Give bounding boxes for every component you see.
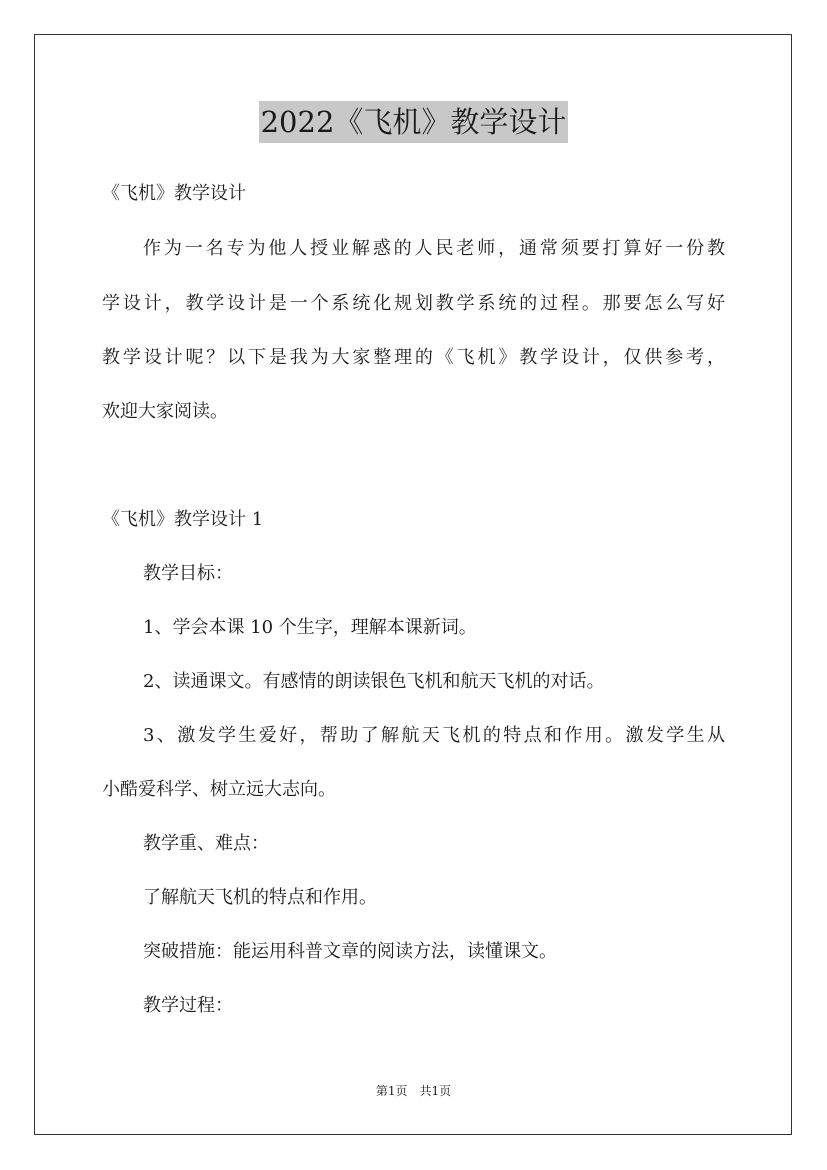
- intro-line-4: 欢迎大家阅读。: [102, 401, 228, 422]
- goal-1: 1、学会本课 10 个生字，理解本课新词。: [143, 617, 477, 638]
- goal-3-line-1: 3、激发学生爱好，帮助了解航天飞机的特点和作用。激发学生从: [143, 725, 725, 746]
- page-footer: 第1页 共1页: [375, 1084, 452, 1098]
- goal-2: 2、读通课文。有感情的朗读银色飞机和航天飞机的对话。: [143, 671, 605, 692]
- key-points-text: 了解航天飞机的特点和作用。: [143, 887, 377, 908]
- key-points-label: 教学重、难点：: [143, 833, 269, 854]
- breakthrough-text: 突破措施：能运用科普文章的阅读方法，读懂课文。: [143, 941, 557, 962]
- intro-heading: 《飞机》教学设计: [102, 183, 246, 204]
- process-label: 教学过程：: [143, 995, 233, 1016]
- document-title: 2022《飞机》教学设计: [259, 101, 569, 143]
- intro-line-3: 教学设计呢？以下是我为大家整理的《飞机》教学设计，仅供参考，: [102, 347, 725, 368]
- title-container: [0, 101, 827, 143]
- section1-heading: 《飞机》教学设计 1: [102, 509, 264, 530]
- goal-3-line-2: 小酷爱科学、树立远大志向。: [102, 779, 336, 800]
- goals-label: 教学目标：: [143, 563, 233, 584]
- intro-line-1: 作为一名专为他人授业解惑的人民老师，通常须要打算好一份教: [143, 238, 725, 259]
- intro-line-2: 学设计，教学设计是一个系统化规划教学系统的过程。那要怎么写好: [102, 293, 725, 314]
